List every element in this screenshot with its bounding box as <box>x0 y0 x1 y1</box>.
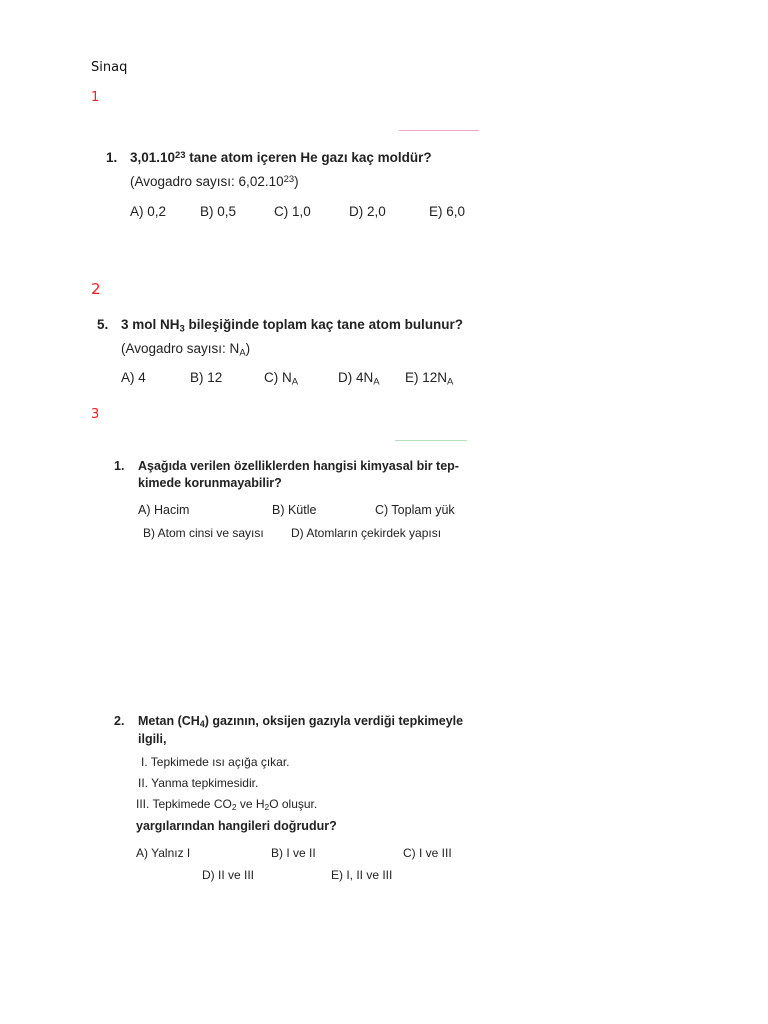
statement-item: I. Tepkimede ısı açığa çıkar. <box>141 755 290 769</box>
note-part: ) <box>245 341 251 356</box>
question-note <box>121 341 251 359</box>
subscript: 2 <box>231 802 237 813</box>
answer-option <box>405 370 454 388</box>
question-number: 1. <box>114 459 125 473</box>
superscript: 23 <box>283 173 295 185</box>
statement-part: O oluşur. <box>269 797 318 811</box>
note-part: (Avogadro sayısı: 6,02.10 <box>130 174 284 189</box>
section-number: 1 <box>91 90 100 105</box>
note-part: (Avogadro sayısı: N <box>121 341 240 356</box>
question-prompt: yargılarından hangileri doğrudur? <box>136 819 337 833</box>
answer-option: C) Toplam yük <box>375 503 455 517</box>
answer-option: E) 6,0 <box>429 204 466 219</box>
statement-part: III. Tepkimede CO <box>136 797 232 811</box>
answer-option: A) 0,2 <box>130 204 167 219</box>
note-part: ) <box>294 174 299 189</box>
answer-option: A) Yalnız I <box>136 846 191 860</box>
answer-option <box>121 370 146 385</box>
question-number: 5. <box>97 317 109 332</box>
question-number: 2. <box>114 714 125 728</box>
statement-part: ve H <box>236 797 265 811</box>
answer-option <box>190 370 222 385</box>
option-text: C) N <box>264 370 292 385</box>
answer-option: D) Atomların çekirdek yapısı <box>291 526 442 540</box>
question-text-part: ) gazının, oksijen gazıyla verdiği tepkimeyle <box>204 714 464 728</box>
subscript: 3 <box>179 323 185 335</box>
option-text: E) 12N <box>405 370 448 385</box>
option-text: B) 12 <box>190 370 223 385</box>
answer-option: D) II ve III <box>202 868 255 882</box>
answer-option: C) 1,0 <box>274 204 311 219</box>
answer-option: E) I, II ve III <box>331 868 393 882</box>
question-note <box>130 174 299 189</box>
question-line: kimede korunmayabilir? <box>138 476 282 490</box>
subscript: A <box>239 347 246 359</box>
answer-option <box>338 370 380 388</box>
divider-line <box>399 130 479 131</box>
question-line: Aşağıda verilen özelliklerden hangisi kimyasal bir tep- <box>138 459 459 473</box>
section-number: 2 <box>91 280 101 298</box>
statement-item <box>136 797 317 811</box>
answer-option: D) 2,0 <box>349 204 386 219</box>
question-number: 1. <box>106 150 118 165</box>
document-title: Sinaq <box>91 60 128 75</box>
question-text-part: 3,01.10 <box>130 150 176 165</box>
answer-option: B) Kütle <box>272 503 317 517</box>
divider-line <box>395 440 467 441</box>
subscript: 2 <box>264 802 270 813</box>
answer-option: B) 0,5 <box>200 204 237 219</box>
question-line <box>138 714 463 728</box>
answer-option: B) I ve II <box>271 846 316 860</box>
question-text <box>130 150 432 165</box>
subscript: A <box>447 376 454 388</box>
answer-option: A) Hacim <box>138 503 190 517</box>
option-text: D) 4N <box>338 370 374 385</box>
answer-option <box>264 370 299 388</box>
subscript: 4 <box>199 719 205 730</box>
option-text: A) 4 <box>121 370 146 385</box>
statement-item: II. Yanma tepkimesidir. <box>138 776 259 790</box>
answer-option: C) I ve III <box>403 846 452 860</box>
question-line: ilgili, <box>138 732 167 746</box>
question-text-part: 3 mol NH <box>121 317 180 332</box>
subscript: A <box>373 376 380 388</box>
subscript: A <box>291 376 299 388</box>
superscript: 23 <box>175 149 186 161</box>
section-number: 3 <box>91 407 100 422</box>
question-text-part: bileşiğinde toplam kaç tane atom bulunur? <box>184 317 464 332</box>
question-text <box>121 317 464 335</box>
question-text-part: Metan (CH <box>138 714 200 728</box>
answer-option: B) Atom cinsi ve sayısı <box>143 526 264 540</box>
question-text-part: tane atom içeren He gazı kaç moldür? <box>185 150 432 165</box>
